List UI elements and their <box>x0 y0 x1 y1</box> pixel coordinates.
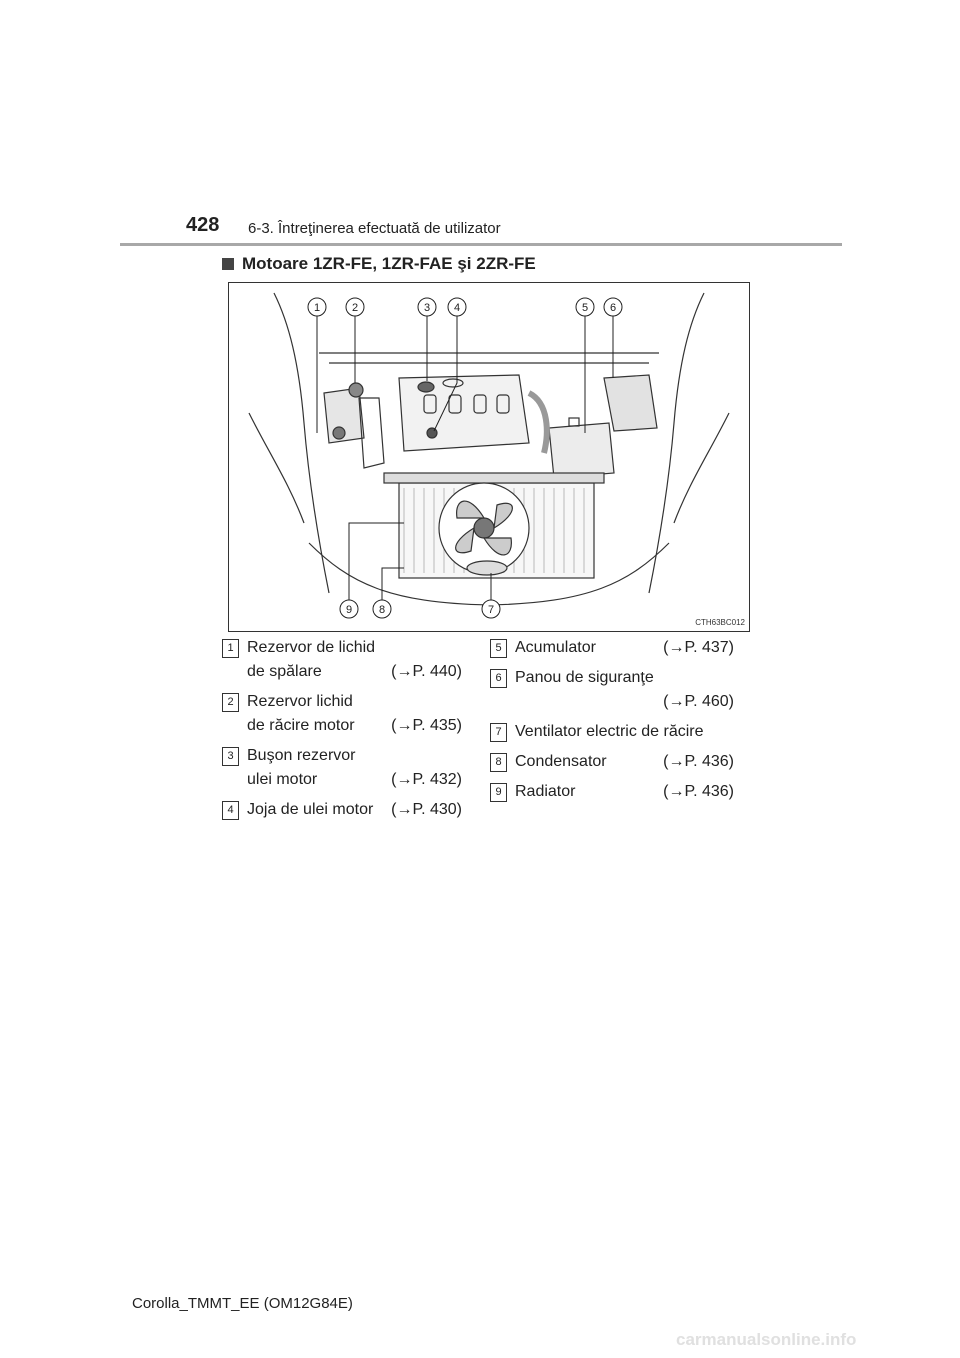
item-label: Rezervor lichid <box>247 693 353 710</box>
page-reference: (→P. 430) <box>391 801 462 818</box>
figure-code: CTH63BC012 <box>695 618 745 627</box>
legend-item <box>490 720 734 744</box>
callout-4: 4 <box>453 302 461 314</box>
item-number: 4 <box>222 801 239 820</box>
legend-item <box>222 798 462 822</box>
legend-item <box>490 666 734 714</box>
engine-bay-illustration <box>228 282 750 632</box>
callout-7: 7 <box>487 604 495 616</box>
page-reference: (→P. 440) <box>391 663 462 680</box>
legend-item <box>490 750 734 774</box>
engine-bay-drawing <box>229 283 749 631</box>
heading-text: Motoare 1ZR-FE, 1ZR-FAE şi 2ZR-FE <box>242 254 536 273</box>
callout-5: 5 <box>581 302 589 314</box>
legend-item <box>222 690 462 738</box>
footer-doc-id: Corolla_TMMT_EE (OM12G84E) <box>132 1295 353 1312</box>
item-number: 2 <box>222 693 239 712</box>
legend-item <box>222 744 462 792</box>
legend-item <box>490 636 734 660</box>
section-heading <box>222 254 536 274</box>
item-number: 1 <box>222 639 239 658</box>
callout-8: 8 <box>378 604 386 616</box>
page-reference: (→P. 436) <box>663 753 734 770</box>
legend-left <box>222 636 462 822</box>
callout-1: 1 <box>313 302 321 314</box>
page-reference: (→P. 460) <box>663 693 734 710</box>
section-title: 6-3. Întreţinerea efectuată de utilizator <box>248 220 501 237</box>
item-number: 8 <box>490 753 507 772</box>
header-divider <box>120 243 842 246</box>
item-label-cont: de răcire motor <box>247 717 355 734</box>
item-label: Joja de ulei motor <box>247 801 374 818</box>
item-number: 7 <box>490 723 507 742</box>
item-label: Ventilator electric de răcire <box>515 723 704 740</box>
page-reference: (→P. 435) <box>391 717 462 734</box>
item-label: Buşon rezervor <box>247 747 356 764</box>
item-label: Rezervor de lichid <box>247 639 376 656</box>
item-label-cont: ulei motor <box>247 771 318 788</box>
item-label-cont: de spălare <box>247 663 322 680</box>
legend-item <box>222 636 462 684</box>
item-label: Radiator <box>515 783 576 800</box>
item-number: 6 <box>490 669 507 688</box>
item-label: Panou de siguranţe <box>515 669 654 686</box>
page-reference: (→P. 432) <box>391 771 462 788</box>
callout-2: 2 <box>351 302 359 314</box>
item-number: 5 <box>490 639 507 658</box>
callout-9: 9 <box>345 604 353 616</box>
page-number: 428 <box>186 214 220 236</box>
item-number: 3 <box>222 747 239 766</box>
item-label: Condensator <box>515 753 607 770</box>
item-number: 9 <box>490 783 507 802</box>
watermark: carmanualsonline.info <box>676 1330 857 1349</box>
item-label: Acumulator <box>515 639 596 656</box>
square-bullet-icon <box>222 258 234 270</box>
legend-item <box>490 780 734 804</box>
page-reference: (→P. 436) <box>663 783 734 800</box>
page-reference: (→P. 437) <box>663 639 734 656</box>
callout-6: 6 <box>609 302 617 314</box>
legend-right <box>490 636 734 804</box>
callout-3: 3 <box>423 302 431 314</box>
